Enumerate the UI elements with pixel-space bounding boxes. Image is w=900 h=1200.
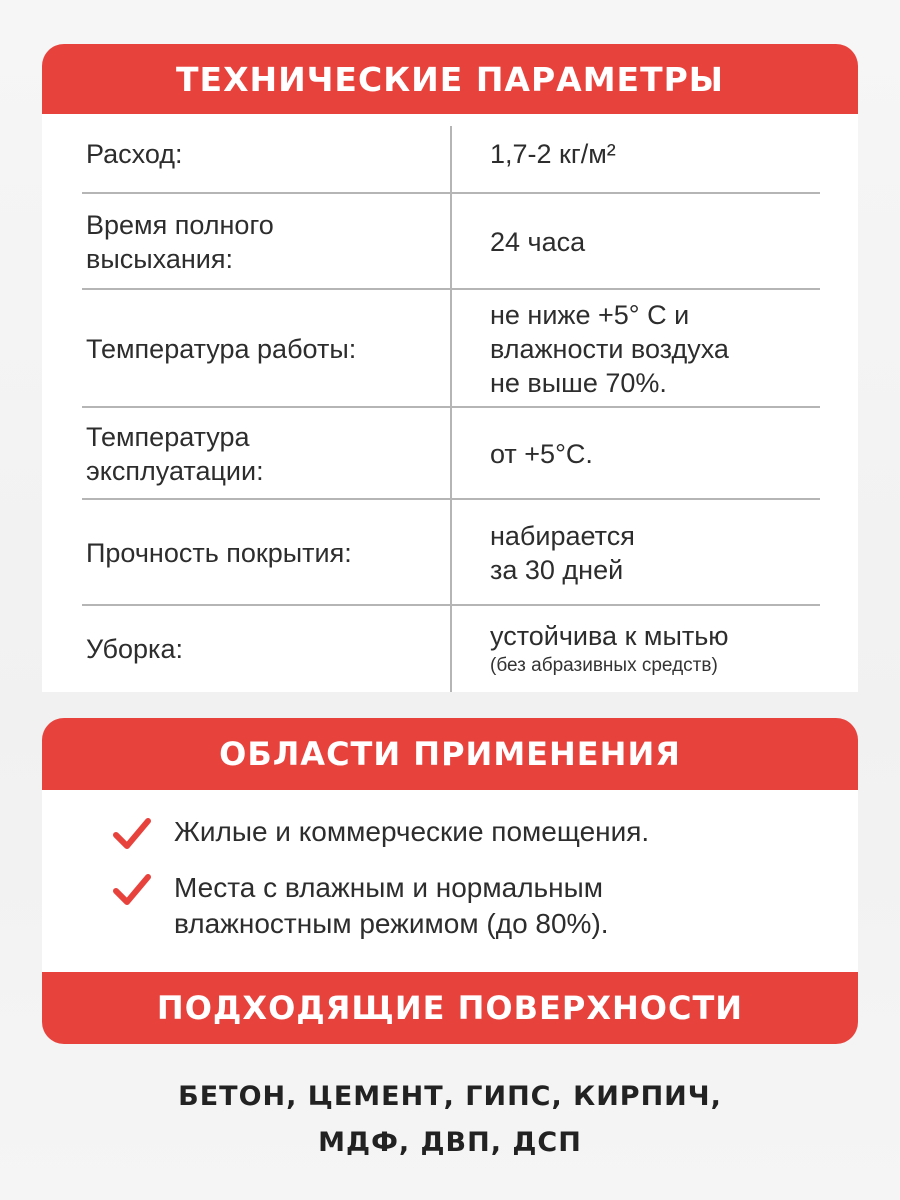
surfaces-line-2: МДФ, ДВП, ДСП: [318, 1127, 582, 1158]
param-label: Расход:: [86, 139, 183, 169]
surfaces-banner: [42, 972, 858, 1044]
param-value-group: [452, 619, 858, 679]
tech-params-banner: [42, 44, 858, 114]
param-label: Время полного высыхания:: [86, 210, 274, 274]
areas-banner: [42, 718, 858, 790]
param-note: (без абразивных средств): [490, 655, 718, 676]
tech-params-title: ТЕХНИЧЕСКИЕ ПАРАМЕТРЫ: [176, 59, 724, 99]
check-icon: [112, 872, 152, 908]
surfaces-title: ПОДХОДЯЩИЕ ПОВЕРХНОСТИ: [156, 989, 744, 1027]
area-text: Места с влажным и нормальным влажностным режимом (до 80%).: [174, 872, 609, 939]
param-value: устойчива к мытью: [490, 621, 729, 651]
param-value: набирается за 30 дней: [490, 521, 635, 585]
area-text: Жилые и коммерческие помещения.: [174, 816, 650, 847]
list-item: [112, 814, 832, 852]
param-label: Уборка:: [86, 634, 183, 664]
surfaces-list: [42, 1074, 858, 1166]
param-label: Температура работы:: [86, 334, 357, 364]
list-item: [112, 870, 832, 942]
table-column-divider: [450, 126, 452, 692]
check-icon: [112, 816, 152, 852]
param-value: от +5°С.: [490, 439, 593, 469]
param-value: 1,7-2 кг/м²: [490, 139, 616, 169]
areas-list: [112, 814, 832, 960]
param-value: 24 часа: [490, 227, 586, 257]
param-label: Прочность покрытия:: [86, 538, 352, 568]
areas-title: ОБЛАСТИ ПРИМЕНЕНИЯ: [219, 735, 681, 773]
param-label: Температура эксплуатации:: [86, 422, 264, 486]
surfaces-line-1: БЕТОН, ЦЕМЕНТ, ГИПС, КИРПИЧ,: [178, 1081, 722, 1112]
param-value: не ниже +5° С и влажности воздуха не выше 70%.: [490, 300, 729, 398]
